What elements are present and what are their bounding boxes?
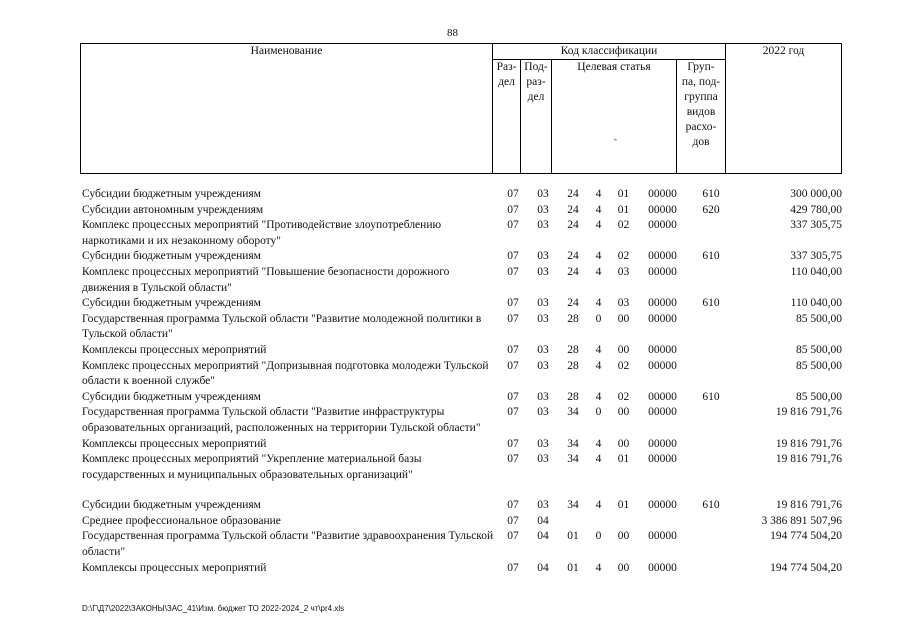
- row-target-sub-cell: 01: [617, 499, 630, 512]
- row-target-sub-cell: 00: [617, 530, 630, 543]
- row-podrazdel-cell: 03: [537, 250, 549, 263]
- row-target-direction-cell: 00000: [648, 561, 677, 574]
- col-header-group: Груп- па, под- группа видов расхо- дов: [677, 60, 726, 174]
- col-header-target: [552, 60, 677, 174]
- row-target-sub-cell: 00: [617, 406, 630, 419]
- row-target-type-cell: 4: [595, 359, 602, 372]
- row-target-direction-cell: 00000: [648, 219, 677, 232]
- row-group-cell: [687, 514, 735, 530]
- row-amount-cell: 19 816 791,76: [775, 437, 842, 450]
- row-amount-cell: 3 386 891 507,96: [761, 514, 842, 527]
- row-target-sub-cell: 03: [617, 297, 630, 310]
- row-name-cell: Государственная программа Тульской области "Развитие молодежной политики в Тульской области": [82, 312, 482, 341]
- row-razdel-cell: 07: [507, 250, 519, 263]
- table-row: [82, 390, 842, 406]
- row-razdel-cell: 07: [507, 530, 519, 543]
- row-target-program-cell: 28: [567, 343, 579, 356]
- row-razdel-cell: 07: [507, 390, 519, 403]
- row-target-type-cell: 4: [595, 561, 602, 574]
- table-row: [82, 312, 842, 343]
- row-target-program-cell: 28: [567, 359, 579, 372]
- row-target-type-cell: 4: [595, 499, 602, 512]
- row-razdel-cell: 07: [507, 561, 519, 574]
- row-razdel-cell: 07: [507, 499, 519, 512]
- row-target-direction-cell: 00000: [648, 453, 677, 466]
- row-group-cell: [687, 405, 735, 436]
- row-group-cell: 620: [702, 203, 720, 216]
- row-name-cell: Субсидии бюджетным учреждениям: [82, 297, 261, 310]
- table-row: [82, 265, 842, 296]
- row-razdel-cell: 07: [507, 265, 519, 278]
- row-target-type-cell: 4: [595, 297, 602, 310]
- row-target-direction-cell: 00000: [648, 406, 677, 419]
- row-name-cell: Комплексы процессных мероприятий: [82, 561, 267, 574]
- row-podrazdel-cell: 03: [537, 499, 549, 512]
- row-razdel-cell: 07: [507, 312, 519, 325]
- row-target-type-cell: 0: [595, 406, 602, 419]
- table-header: [80, 43, 842, 174]
- row-razdel-cell: 07: [507, 406, 519, 419]
- row-podrazdel-cell: 03: [537, 343, 549, 356]
- row-target-sub-cell: 03: [617, 265, 630, 278]
- table-row: [82, 359, 842, 390]
- row-target-direction-cell: 00000: [648, 188, 677, 200]
- row-target-direction-cell: 00000: [648, 530, 677, 543]
- row-name-cell: Комплекс процессных мероприятий "Укрепление материальной базы государственных и муниципальных образовательных организаций": [82, 453, 422, 481]
- row-group-cell: [687, 359, 735, 390]
- row-target-type-cell: 4: [595, 437, 602, 450]
- row-target-program-cell: 34: [567, 453, 579, 466]
- row-target-direction-cell: 00000: [648, 265, 677, 278]
- table-body: [82, 187, 842, 576]
- row-target-type-cell: 4: [595, 203, 602, 216]
- row-target-program-cell: 34: [567, 499, 579, 512]
- row-razdel-cell: 07: [507, 219, 519, 232]
- row-podrazdel-cell: 03: [537, 359, 549, 372]
- row-target-direction-cell: 00000: [648, 437, 677, 450]
- row-group-cell: [687, 561, 735, 577]
- row-amount-cell: 85 500,00: [796, 390, 842, 403]
- row-target-program-cell: 01: [567, 561, 579, 574]
- row-target-type-cell: 0: [595, 312, 602, 325]
- row-target-direction-cell: 00000: [648, 499, 677, 512]
- row-name-cell: Субсидии бюджетным учреждениям: [82, 499, 261, 512]
- row-name-cell: Субсидии бюджетным учреждениям: [82, 250, 261, 263]
- table-row: [82, 405, 842, 436]
- row-target-type-cell: 4: [595, 265, 602, 278]
- row-amount-cell: 85 500,00: [796, 343, 842, 356]
- row-podrazdel-cell: 03: [537, 453, 549, 466]
- row-target-sub-cell: 01: [617, 188, 630, 200]
- row-target-program-cell: 24: [567, 188, 579, 200]
- row-razdel-cell: 07: [507, 297, 519, 310]
- row-podrazdel-cell: 04: [537, 561, 549, 574]
- row-group-cell: 610: [702, 188, 720, 200]
- row-group-cell: 610: [702, 499, 720, 512]
- row-target-direction-cell: 00000: [648, 312, 677, 325]
- row-name-cell: Комплексы процессных мероприятий: [82, 343, 267, 356]
- row-amount-cell: 194 774 504,20: [770, 530, 842, 543]
- row-target-program-cell: 24: [567, 297, 579, 310]
- col-header-razdel: Раз- дел: [493, 60, 521, 174]
- row-target-program-cell: 34: [567, 406, 579, 419]
- row-amount-cell: 85 500,00: [796, 359, 842, 372]
- row-target-program-cell: 24: [567, 250, 579, 263]
- row-razdel-cell: 07: [507, 437, 519, 450]
- row-group-cell: 610: [702, 390, 720, 403]
- row-podrazdel-cell: 03: [537, 203, 549, 216]
- row-target-program-cell: [558, 514, 588, 530]
- row-target-type-cell: 4: [595, 250, 602, 263]
- row-name-cell: Комплексы процессных мероприятий: [82, 437, 267, 450]
- row-target-type-cell: 4: [595, 188, 602, 200]
- footer-file-path: D:\Г\Д7\2022\ЗАКОНЫ\ЗАС_41\Изм. бюджет ТО 2022-2024_2 чт\pr4.xls: [82, 604, 345, 613]
- row-target-program-cell: 34: [567, 437, 579, 450]
- row-target-sub-cell: 00: [617, 561, 630, 574]
- row-razdel-cell: 07: [507, 188, 519, 200]
- row-target-sub-cell: 02: [617, 359, 630, 372]
- row-group-cell: 610: [702, 297, 720, 310]
- row-name-cell: Государственная программа Тульской области "Развитие здравоохранения Тульской области": [82, 530, 494, 559]
- row-amount-cell: 19 816 791,76: [775, 453, 842, 466]
- row-target-program-cell: 24: [567, 265, 579, 278]
- row-target-program-cell: 28: [567, 312, 579, 325]
- row-amount-cell: 337 305,75: [790, 219, 842, 232]
- table-row: [82, 437, 842, 453]
- row-group-cell: [687, 265, 735, 296]
- table-row: [82, 561, 842, 577]
- row-target-type-cell: [588, 514, 609, 530]
- row-target-direction-cell: 00000: [648, 203, 677, 216]
- row-amount-cell: 194 774 504,20: [770, 561, 842, 574]
- row-target-program-cell: 24: [567, 203, 579, 216]
- row-name-cell: Субсидии бюджетным учреждениям: [82, 390, 261, 403]
- row-name-cell: Государственная программа Тульской области "Развитие инфраструктуры образовательных организаций, расположенных на территории Тульской области": [82, 406, 481, 434]
- row-name-cell: Комплекс процессных мероприятий "Допризывная подготовка молодежи Тульской области к военной службе": [82, 359, 489, 388]
- col-header-target-label: Целевая статья: [577, 61, 651, 73]
- row-target-direction-cell: 00000: [648, 297, 677, 310]
- row-amount-cell: 110 040,00: [790, 297, 842, 310]
- row-target-program-cell: 01: [567, 530, 579, 543]
- row-target-type-cell: 0: [595, 530, 602, 543]
- row-amount-cell: 19 816 791,76: [775, 406, 842, 419]
- row-target-type-cell: 4: [595, 453, 602, 466]
- row-target-direction-cell: 00000: [648, 250, 677, 263]
- page-number: 88: [447, 27, 458, 39]
- row-target-sub-cell: 00: [617, 437, 630, 450]
- row-razdel-cell: 07: [507, 453, 519, 466]
- row-amount-cell: 85 500,00: [796, 312, 842, 325]
- table-row: [82, 203, 842, 219]
- row-group-cell: [687, 437, 735, 453]
- table-row: [82, 187, 842, 203]
- row-target-program-cell: 28: [567, 390, 579, 403]
- row-target-sub-cell: 02: [617, 219, 630, 232]
- table-row: [82, 249, 842, 265]
- header-dot-mark: -: [614, 134, 617, 144]
- table-row: [82, 529, 842, 560]
- row-group-cell: [687, 343, 735, 359]
- row-name-cell: Среднее профессиональное образование: [82, 514, 281, 527]
- table-row: [82, 343, 842, 359]
- row-target-direction-cell: 00000: [648, 359, 677, 372]
- row-target-direction-cell: 00000: [648, 343, 677, 356]
- row-target-direction-cell: 00000: [648, 390, 677, 403]
- row-target-sub-cell: 01: [617, 453, 630, 466]
- row-group-cell: [687, 529, 735, 560]
- row-group-cell: [687, 218, 735, 249]
- row-amount-cell: 300 000,00: [790, 188, 842, 200]
- row-target-sub-cell: 00: [617, 312, 630, 325]
- row-target-direction-cell: [638, 514, 687, 530]
- col-header-name: Наименование: [81, 44, 493, 174]
- col-header-year: 2022 год: [726, 44, 842, 174]
- row-razdel-cell: 07: [507, 203, 519, 216]
- row-group-cell: [687, 312, 735, 343]
- row-podrazdel-cell: 03: [537, 437, 549, 450]
- row-podrazdel-cell: 03: [537, 312, 549, 325]
- row-podrazdel-cell: 03: [537, 390, 549, 403]
- row-podrazdel-cell: 04: [537, 514, 549, 527]
- row-razdel-cell: 07: [507, 514, 519, 527]
- row-group-cell: [687, 452, 735, 483]
- row-target-sub-cell: 01: [617, 203, 630, 216]
- row-razdel-cell: 07: [507, 343, 519, 356]
- row-target-program-cell: 24: [567, 219, 579, 232]
- row-podrazdel-cell: 03: [537, 188, 549, 200]
- row-razdel-cell: 07: [507, 359, 519, 372]
- row-podrazdel-cell: 03: [537, 219, 549, 232]
- col-header-code: Код классификации: [493, 44, 726, 60]
- row-podrazdel-cell: 03: [537, 297, 549, 310]
- row-name-cell: Комплекс процессных мероприятий "Повышение безопасности дорожного движения в Тульской области": [82, 265, 450, 294]
- row-target-type-cell: 4: [595, 343, 602, 356]
- row-target-type-cell: 4: [595, 219, 602, 232]
- row-amount-cell: 110 040,00: [790, 265, 842, 278]
- row-target-type-cell: 4: [595, 390, 602, 403]
- row-target-sub-cell: 02: [617, 250, 630, 263]
- row-podrazdel-cell: 03: [537, 265, 549, 278]
- row-name-cell: Субсидии бюджетным учреждениям: [82, 188, 261, 200]
- row-group-cell: 610: [702, 250, 720, 263]
- row-amount-cell: 429 780,00: [790, 203, 842, 216]
- row-amount-cell: 337 305,75: [790, 250, 842, 263]
- row-name-cell: Комплекс процессных мероприятий "Противодействие злоупотреблению наркотиками и их незаконному обороту": [82, 219, 442, 247]
- row-amount-cell: 19 816 791,76: [775, 499, 842, 512]
- row-name-cell: Субсидии автономным учреждениям: [82, 203, 264, 216]
- row-podrazdel-cell: 03: [537, 406, 549, 419]
- row-target-sub-cell: 00: [617, 343, 630, 356]
- row-podrazdel-cell: 04: [537, 530, 549, 543]
- table-row: [82, 498, 842, 514]
- table-row: [82, 514, 842, 530]
- row-target-sub-cell: [609, 514, 638, 530]
- col-header-podrazdel: Под- раз- дел: [521, 60, 552, 174]
- row-target-sub-cell: 02: [617, 390, 630, 403]
- table-row: [82, 296, 842, 312]
- table-row: [82, 452, 842, 483]
- table-row: [82, 218, 842, 249]
